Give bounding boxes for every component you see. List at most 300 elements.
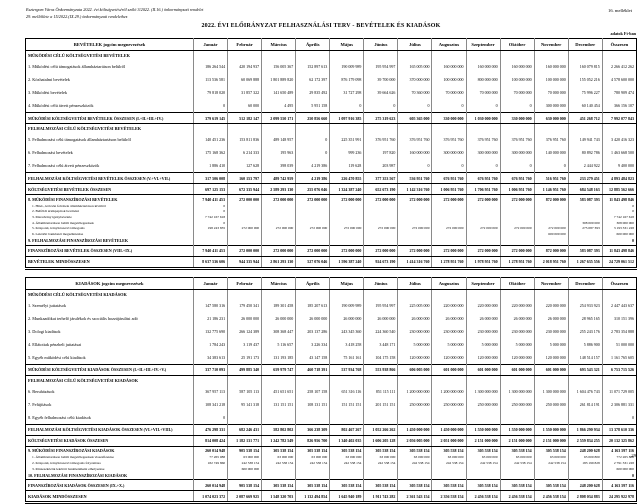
- value-cell: [568, 289, 602, 299]
- value-cell: [432, 375, 466, 385]
- value-cell: 11 843 498 846: [602, 245, 636, 256]
- value-cell: 230 000 000: [534, 325, 568, 338]
- value-cell: 600 000 000: [534, 231, 568, 237]
- value-cell: 258 107 158: [296, 385, 330, 398]
- value-cell: 305 538 154: [398, 480, 432, 491]
- value-cell: 1 278 951 760: [500, 256, 534, 268]
- value-cell: 104 175 158: [364, 351, 398, 365]
- value-cell: 250 000 000: [398, 398, 432, 411]
- annex-number: 16. melléklet: [608, 8, 632, 13]
- column-header-month: Április: [296, 277, 330, 289]
- value-cell: 26 000 000: [432, 312, 466, 325]
- value-cell: [500, 289, 534, 299]
- value-cell: [364, 375, 398, 385]
- row-label: FELHALMOZÁSI CÉLÚ KÖLTSÉGVETÉSI KIADÁSOK: [28, 377, 139, 383]
- value-cell: 261 814 191: [568, 398, 602, 411]
- value-cell: 5 000 000: [398, 338, 432, 351]
- row-label: FELHALMOZÁSI KÖLTSÉGVETÉSI KIADÁSOK ÖSSZESEN (VI.+VII.+VIII.): [26, 424, 194, 435]
- column-header-month: November: [534, 39, 568, 51]
- row-label: MŰKÖDÉSI KÖLTSÉGVETÉSI KIADÁSOK ÖSSZESEN (I.+II.+III.+IV.+V.): [26, 364, 194, 375]
- value-cell: 300 000 000: [432, 146, 466, 159]
- value-cell: 272 000 000: [466, 195, 500, 204]
- row-label: MŰKÖDÉSI KÖLTSÉGVETÉSI BEVÉTELEK ÖSSZESEN (I.+II.+III.+IV.): [26, 113, 194, 124]
- value-cell: 0: [296, 146, 330, 159]
- row-label: 4. Államháztartáson belüli megelőlegezések: [32, 220, 94, 225]
- value-cell: 153 811 836: [228, 133, 262, 146]
- value-cell: [500, 124, 534, 134]
- value-cell: 255 076 046: [296, 184, 330, 195]
- row-label: FINANSZÍROZÁSI KIADÁSOK ÖSSZESEN (IX.+X.): [26, 480, 194, 491]
- value-cell: 308 368 447: [262, 325, 296, 338]
- value-cell: [228, 237, 262, 246]
- row-label: 5. Egyéb működési célú kiadások: [28, 354, 86, 360]
- value-cell: 120 000 000: [466, 351, 500, 365]
- column-header-month: Május: [330, 39, 364, 51]
- value-cell: 1 324 387 240: [330, 184, 364, 195]
- value-cell: 63 000 000: [330, 455, 364, 461]
- value-cell: 198 243 835: [194, 225, 228, 231]
- value-cell: 272 000 000: [398, 245, 432, 256]
- value-cell: 4 893 484 823: [602, 173, 636, 184]
- value-cell: 21 186 231: [194, 312, 228, 325]
- value-cell: 5 000 000: [534, 338, 568, 351]
- value-cell: 152 897 613: [296, 60, 330, 73]
- value-cell: [228, 289, 262, 299]
- value-cell: 2 151 000 000: [500, 435, 534, 446]
- value-cell: 305 538 154: [398, 446, 432, 455]
- value-cell: 1 161 765 605: [602, 351, 636, 365]
- table-row-total: [26, 424, 637, 435]
- column-header-month: Április: [296, 39, 330, 51]
- value-cell: 250 000 000: [534, 398, 568, 411]
- value-cell: 802 467 267: [330, 424, 364, 435]
- value-cell: 379 619 145: [194, 113, 228, 124]
- column-header-month: Szeptember: [466, 39, 500, 51]
- value-cell: 553 938 866: [364, 364, 398, 375]
- value-cell: 190 009 989: [330, 299, 364, 312]
- value-cell: [398, 375, 432, 385]
- row-label: 2. Munkaadókat terhelő járulékok és szociális hozzájárulási adó: [28, 315, 138, 321]
- value-cell: 0: [194, 203, 228, 209]
- value-cell: 220 000 000: [432, 299, 466, 312]
- value-cell: 1 278 951 760: [432, 256, 466, 268]
- value-cell: 108 341 218: [194, 398, 228, 411]
- value-cell: 63 000 000: [432, 455, 466, 461]
- value-cell: [194, 375, 228, 385]
- value-cell: 0: [330, 99, 364, 113]
- value-cell: [296, 375, 330, 385]
- value-cell: 6 753 715 526: [602, 364, 636, 375]
- value-cell: 100 000 000: [534, 73, 568, 86]
- value-cell: [500, 471, 534, 480]
- row-label: 5. Központi, irányítószervi támogatás: [32, 226, 85, 231]
- value-cell: 682 246 431: [228, 424, 262, 435]
- value-cell: 676 951 760: [432, 173, 466, 184]
- value-cell: 120 000 000: [534, 351, 568, 365]
- value-cell: [602, 289, 636, 299]
- value-cell: 2 447 443 637: [602, 299, 636, 312]
- document-reference: [26, 7, 203, 20]
- value-cell: 1 414 316 760: [398, 256, 432, 268]
- value-cell: 1 200 000 000: [398, 385, 432, 398]
- column-header-month: Március: [262, 39, 296, 51]
- value-cell: 186 264 544: [194, 60, 228, 73]
- value-cell: 5 000 000: [432, 338, 466, 351]
- value-cell: 659 979 747: [262, 364, 296, 375]
- value-cell: 1 866 290 934: [568, 424, 602, 435]
- value-cell: 872 000 000: [534, 195, 568, 204]
- value-cell: 310 151 396: [602, 312, 636, 325]
- value-cell: [194, 51, 228, 61]
- value-cell: 272 000 000: [296, 195, 330, 204]
- value-cell: 606 005 000: [398, 364, 432, 375]
- row-label: FINANSZÍROZÁSI BEVÉTELEK ÖSSZESEN (VIII.+IX.): [26, 245, 194, 256]
- value-cell: [194, 289, 228, 299]
- value-cell: [534, 124, 568, 134]
- value-cell: 305 538 154: [296, 446, 330, 455]
- row-label: 3. Pénzeszközök lekötött bankbetétként elhelyezése: [32, 466, 105, 471]
- row-label: 1. Működési célú támogatások államháztartáson belülről: [28, 64, 126, 69]
- value-cell: [432, 51, 466, 61]
- value-cell: 272 000 000: [398, 195, 432, 204]
- value-cell: [262, 375, 296, 385]
- value-cell: 26 000 000: [228, 312, 262, 325]
- table-row-item: [26, 411, 637, 425]
- value-cell: 1 606 205 128: [364, 435, 398, 446]
- value-cell: 826 956 700: [296, 435, 330, 446]
- value-cell: 65 000 800: [568, 455, 602, 461]
- column-header-month: Augusztus: [432, 277, 466, 289]
- value-cell: 250 856 660: [296, 113, 330, 124]
- value-cell: [466, 124, 500, 134]
- value-cell: 70 000 000: [534, 86, 568, 99]
- table-row-finhead: [26, 195, 637, 204]
- value-cell: [534, 289, 568, 299]
- row-label: 7. Felhalmozási célú átvett pénzeszközök: [28, 163, 100, 168]
- value-cell: 1 300 000 000: [500, 385, 534, 398]
- value-cell: 147 580 316: [194, 299, 228, 312]
- value-cell: 233 279 451: [568, 173, 602, 184]
- row-label: 2. Közhatalmi bevételek: [28, 77, 70, 82]
- column-header-month: Szeptember: [466, 277, 500, 289]
- value-cell: [602, 51, 636, 61]
- table-row-item: [26, 146, 637, 159]
- value-cell: 0: [194, 411, 228, 425]
- value-cell: 242 538 154: [296, 460, 330, 466]
- table-row-section: [26, 375, 637, 385]
- value-cell: 924 673 190: [364, 256, 398, 268]
- value-cell: 242 538 154: [262, 460, 296, 466]
- value-cell: 905 538 154: [228, 446, 262, 455]
- value-cell: 63 000 000: [398, 455, 432, 461]
- value-cell: 2 456 538 154: [534, 491, 568, 503]
- value-cell: 0: [602, 237, 636, 246]
- column-header-month: Február: [228, 277, 262, 289]
- value-cell: 272 000 000: [432, 195, 466, 204]
- value-cell: 272 000 000: [262, 195, 296, 204]
- value-cell: 63 000 000: [364, 455, 398, 461]
- value-cell: 527 076 046: [296, 256, 330, 268]
- value-cell: 376 951 760: [432, 133, 466, 146]
- value-cell: 1 182 131 771: [228, 435, 262, 446]
- value-cell: 0: [500, 159, 534, 173]
- value-cell: 1 801 889 820: [262, 73, 296, 86]
- value-cell: 600 000 000: [228, 466, 262, 472]
- value-cell: [194, 237, 228, 246]
- value-cell: 601 000 000: [466, 364, 500, 375]
- value-cell: 160 000 000: [398, 146, 432, 159]
- value-cell: 476 298 331: [194, 424, 228, 435]
- value-cell: 11 843 498 846: [602, 195, 636, 204]
- row-label: 2. Belföldi értékpapírok bevételei: [32, 209, 80, 214]
- table-row-finhead: [26, 471, 637, 480]
- value-cell: 1 706 951 760: [466, 184, 500, 195]
- value-cell: 26 000 000: [364, 312, 398, 325]
- value-cell: 305 538 154: [534, 480, 568, 491]
- value-cell: 2 791 331 228: [602, 460, 636, 466]
- value-cell: 149 941 743: [568, 133, 602, 146]
- value-cell: 24 295 922 978: [602, 491, 636, 503]
- value-cell: [364, 471, 398, 480]
- value-cell: 60 000: [228, 99, 262, 113]
- value-cell: 1 645 940 189: [330, 491, 364, 503]
- table-row-total: [26, 435, 637, 446]
- value-cell: 1 030 000 000: [466, 113, 500, 124]
- table-header-row: [26, 39, 637, 51]
- table-row-item: [26, 60, 637, 73]
- value-cell: 308 000 000: [568, 220, 602, 226]
- value-cell: 51 000 000: [602, 338, 636, 351]
- row-label: 1. Személyi juttatások: [28, 302, 67, 308]
- value-cell: 651 316 116: [330, 385, 364, 398]
- value-cell: 272 000 000: [330, 225, 364, 231]
- value-cell: 127 628: [228, 159, 262, 173]
- value-cell: 305 538 154: [330, 480, 364, 491]
- value-cell: 25 191 173: [228, 351, 262, 365]
- value-cell: 272 000 000: [364, 225, 398, 231]
- value-cell: 156 005 367: [262, 60, 296, 73]
- value-cell: 185 207 613: [296, 299, 330, 312]
- row-label: 7. Felújítások: [28, 401, 52, 407]
- value-cell: 4 578 600 000: [602, 73, 636, 86]
- value-cell: 190 009 989: [330, 60, 364, 73]
- value-cell: [500, 51, 534, 61]
- value-cell: 8 637 536 606: [194, 256, 228, 268]
- value-cell: 305 538 154: [330, 446, 364, 455]
- value-cell: 160 000 000: [500, 60, 534, 73]
- value-cell: [466, 51, 500, 61]
- value-cell: 583 087 393: [568, 245, 602, 256]
- value-cell: [228, 411, 262, 425]
- value-cell: 317 506 008: [194, 173, 228, 184]
- value-cell: [500, 411, 534, 425]
- value-cell: [364, 289, 398, 299]
- value-cell: 5 000 000: [466, 338, 500, 351]
- value-cell: 308 000 000: [602, 220, 636, 226]
- value-cell: 601 000 000: [500, 364, 534, 375]
- value-cell: 0: [432, 99, 466, 113]
- table-row-grand: [26, 256, 637, 268]
- column-header-label: KIADÁSOK jogcím megnevezések: [26, 277, 194, 289]
- value-cell: [568, 411, 602, 425]
- column-header-month: Február: [228, 39, 262, 51]
- value-cell: [398, 471, 432, 480]
- value-cell: 2 087 669 925: [228, 491, 262, 503]
- value-cell: 0: [602, 203, 636, 209]
- table-row-item: [26, 159, 637, 173]
- value-cell: 60 140 454: [568, 99, 602, 113]
- value-cell: 305 538 154: [296, 480, 330, 491]
- value-cell: 175 168 362: [194, 146, 228, 159]
- row-label: MŰKÖDÉSI CÉLÚ KÖLTSÉGVETÉSI KIADÁSOK: [28, 291, 127, 297]
- value-cell: 300 000 000: [500, 146, 534, 159]
- value-cell: 1 006 951 760: [432, 184, 466, 195]
- value-cell: 220 000 000: [466, 299, 500, 312]
- value-cell: 62 172 397: [296, 73, 330, 86]
- value-cell: 160 000 000: [466, 60, 500, 73]
- value-cell: 851 115 111: [364, 385, 398, 398]
- value-cell: 1 978 951 760: [466, 256, 500, 268]
- row-label: 6. Lekötött bankbetét megszüntetése: [32, 231, 84, 236]
- value-cell: [330, 237, 364, 246]
- value-cell: 248 200 628: [568, 480, 602, 491]
- table-row-section: [26, 289, 637, 299]
- value-cell: 26 000 000: [466, 312, 500, 325]
- value-cell: 0: [364, 99, 398, 113]
- value-cell: 9 400 000: [602, 159, 636, 173]
- value-cell: 1 550 000 000: [500, 424, 534, 435]
- value-cell: 250 000 000: [432, 398, 466, 411]
- value-cell: 2 861 293 130: [262, 256, 296, 268]
- value-cell: 63 000 000: [534, 455, 568, 461]
- table-row-total: [26, 480, 637, 491]
- value-cell: 248 200 628: [568, 446, 602, 455]
- value-cell: 242 538 154: [466, 460, 500, 466]
- value-cell: 100 000 000: [432, 73, 466, 86]
- value-cell: 305 538 154: [364, 480, 398, 491]
- value-cell: [296, 471, 330, 480]
- value-cell: 300 000 000: [466, 146, 500, 159]
- value-cell: 242 538 154: [534, 460, 568, 466]
- value-cell: 230 000 000: [398, 325, 432, 338]
- value-cell: 697 125 153: [194, 184, 228, 195]
- value-cell: 420 194 937: [228, 60, 262, 73]
- page-title: 2022. ÉVI ELŐIRÁNYZAT FELHASZNÁLÁSI TERV - BEVÉTELEK ÉS KIADÁSOK: [201, 23, 441, 29]
- value-cell: [398, 237, 432, 246]
- column-header-month: Összesen: [602, 39, 636, 51]
- value-cell: [228, 375, 262, 385]
- value-cell: 780 909 474: [602, 86, 636, 99]
- value-cell: 7 940 411 453: [194, 195, 228, 204]
- value-cell: 376 951 760: [466, 133, 500, 146]
- table-row-item: [26, 299, 637, 312]
- value-cell: 148 514 157: [568, 351, 602, 365]
- value-cell: [534, 51, 568, 61]
- value-cell: 3 119 437: [228, 338, 262, 351]
- row-label: 1. Államháztartáson belüli megelőlegezések visszafizetése: [32, 455, 114, 460]
- value-cell: 201 151 151: [364, 398, 398, 411]
- column-header-month: Augusztus: [432, 39, 466, 51]
- value-cell: 183 199 828: [568, 460, 602, 466]
- value-cell: 587 105 113: [228, 385, 262, 398]
- value-cell: 195 954 997: [364, 299, 398, 312]
- value-cell: [432, 411, 466, 425]
- value-cell: 0: [398, 159, 432, 173]
- row-label: KÖLTSÉGVETÉSI KIADÁSOK ÖSSZESEN: [26, 435, 194, 446]
- value-cell: 26 000 000: [398, 312, 432, 325]
- value-cell: [330, 375, 364, 385]
- row-label: FELHALMOZÁSI KÖLTSÉGVETÉSI BEVÉTELEK ÖSSZESEN (V.+VI.+VII.): [26, 173, 194, 184]
- value-cell: 75 161 161: [330, 351, 364, 365]
- value-cell: [534, 411, 568, 425]
- table-row-item: [26, 338, 637, 351]
- value-cell: 1 200 000 000: [432, 385, 466, 398]
- value-cell: 516 951 760: [534, 173, 568, 184]
- value-cell: 3 418 258: [330, 338, 364, 351]
- value-cell: 693 543 321: [568, 364, 602, 375]
- value-cell: 1 340 402 035: [330, 435, 364, 446]
- value-cell: 1 550 000 000: [534, 424, 568, 435]
- value-cell: 272 000 000: [330, 195, 364, 204]
- value-cell: 24 729 061 512: [602, 256, 636, 268]
- row-label: 8. Egyéb felhalmozási célú kiadások: [28, 414, 91, 420]
- value-cell: 119 628: [330, 159, 364, 173]
- value-cell: 26 000 000: [500, 312, 534, 325]
- value-cell: [364, 124, 398, 134]
- value-cell: 652 673 190: [364, 184, 398, 195]
- value-cell: 4 163 597 116: [602, 446, 636, 455]
- value-cell: 305 538 154: [466, 446, 500, 455]
- value-cell: [568, 471, 602, 480]
- value-cell: 272 000 000: [228, 225, 262, 231]
- value-cell: 39 700 000: [364, 73, 398, 86]
- value-cell: 1 550 000 000: [466, 424, 500, 435]
- value-cell: 536 951 760: [398, 173, 432, 184]
- value-cell: [262, 471, 296, 480]
- row-label: 10. FELHALMOZÁSI FINANSZÍROZÁSI KIADÁSOK: [28, 472, 128, 478]
- table-header-row: [26, 277, 637, 289]
- value-cell: 6 214 333: [228, 146, 262, 159]
- value-cell: 537 934 768: [330, 364, 364, 375]
- value-cell: [398, 124, 432, 134]
- value-cell: 260 014 948: [194, 480, 228, 491]
- column-header-month: November: [534, 277, 568, 289]
- value-cell: [330, 289, 364, 299]
- value-cell: 250 000 000: [466, 398, 500, 411]
- value-cell: 2 266 412 262: [602, 60, 636, 73]
- value-cell: 601 000 000: [534, 364, 568, 375]
- value-cell: 2 589 293 130: [262, 184, 296, 195]
- value-cell: 1 548 320 703: [262, 491, 296, 503]
- value-cell: 376 951 760: [398, 133, 432, 146]
- page-number: 29: [631, 453, 636, 458]
- value-cell: 272 000 000: [466, 245, 500, 256]
- value-cell: 197 820: [364, 146, 398, 159]
- value-cell: 2 151 000 000: [534, 435, 568, 446]
- value-cell: 113 536 581: [194, 73, 228, 86]
- value-cell: 600 000 000: [602, 466, 636, 472]
- value-cell: [364, 411, 398, 425]
- value-cell: 20 132 325 862: [602, 435, 636, 446]
- value-cell: 242 538 154: [228, 460, 262, 466]
- value-cell: 225 005 000: [398, 299, 432, 312]
- value-cell: 120 000 000: [398, 351, 432, 365]
- value-cell: 195 954 997: [364, 60, 398, 73]
- value-cell: 2 808 034 883: [568, 491, 602, 503]
- column-header-month: Június: [364, 39, 398, 51]
- table-row-item: [26, 133, 637, 146]
- value-cell: 26 000 000: [534, 312, 568, 325]
